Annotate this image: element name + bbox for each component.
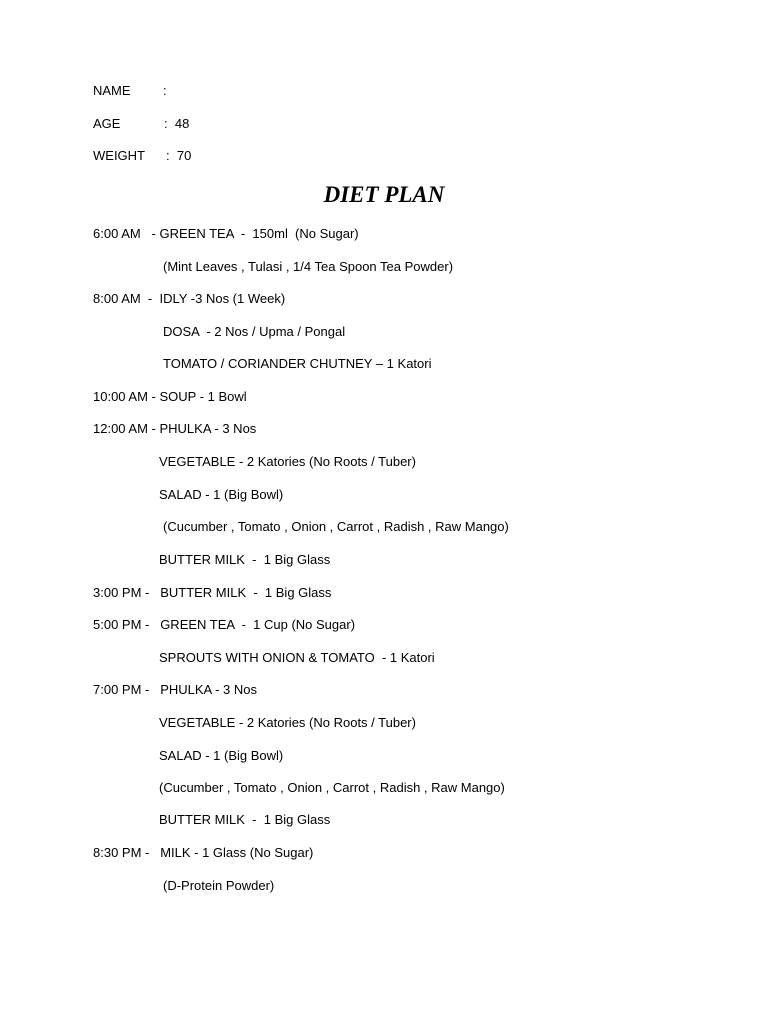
schedule-line-1200-buttermilk: BUTTER MILK - 1 Big Glass: [159, 552, 331, 567]
age-label: AGE: [93, 116, 121, 131]
schedule-line-1900-buttermilk: BUTTER MILK - 1 Big Glass: [159, 812, 331, 827]
schedule-line-0600: 6:00 AM - GREEN TEA - 150ml (No Sugar): [93, 226, 359, 241]
schedule-line-2030-detail: (D-Protein Powder): [163, 878, 275, 893]
schedule-line-1200-salad: SALAD - 1 (Big Bowl): [159, 487, 284, 502]
age-value: : 48: [164, 116, 190, 131]
schedule-line-1900-salad: SALAD - 1 (Big Bowl): [159, 748, 284, 763]
schedule-line-1700-sprouts: SPROUTS WITH ONION & TOMATO - 1 Katori: [159, 650, 435, 665]
schedule-line-1900-salad-detail: (Cucumber , Tomato , Onion , Carrot , Radish , Raw Mango): [159, 780, 505, 795]
schedule-line-2030: 8:30 PM - MILK - 1 Glass (No Sugar): [93, 845, 314, 860]
schedule-line-0600-detail: (Mint Leaves , Tulasi , 1/4 Tea Spoon Tea Powder): [163, 259, 454, 274]
schedule-line-0800: 8:00 AM - IDLY -3 Nos (1 Week): [93, 291, 286, 306]
schedule-line-1900-vegetable: VEGETABLE - 2 Katories (No Roots / Tuber): [159, 715, 416, 730]
schedule-line-0800-dosa: DOSA - 2 Nos / Upma / Pongal: [163, 324, 346, 339]
schedule-line-1500: 3:00 PM - BUTTER MILK - 1 Big Glass: [93, 585, 332, 600]
schedule-line-1200: 12:00 AM - PHULKA - 3 Nos: [93, 421, 257, 436]
schedule-line-1000: 10:00 AM - SOUP - 1 Bowl: [93, 389, 247, 404]
schedule-line-1200-salad-detail: (Cucumber , Tomato , Onion , Carrot , Radish , Raw Mango): [163, 519, 509, 534]
schedule-line-1900: 7:00 PM - PHULKA - 3 Nos: [93, 682, 258, 697]
weight-label: WEIGHT: [93, 148, 145, 163]
weight-value: : 70: [166, 148, 192, 163]
page-title: DIET PLAN: [323, 182, 445, 207]
name-separator: :: [163, 83, 167, 98]
schedule-line-1700: 5:00 PM - GREEN TEA - 1 Cup (No Sugar): [93, 617, 356, 632]
schedule-line-1200-vegetable: VEGETABLE - 2 Katories (No Roots / Tuber): [159, 454, 416, 469]
name-label: NAME: [93, 83, 131, 98]
schedule-line-0800-chutney: TOMATO / CORIANDER CHUTNEY – 1 Katori: [163, 356, 432, 371]
